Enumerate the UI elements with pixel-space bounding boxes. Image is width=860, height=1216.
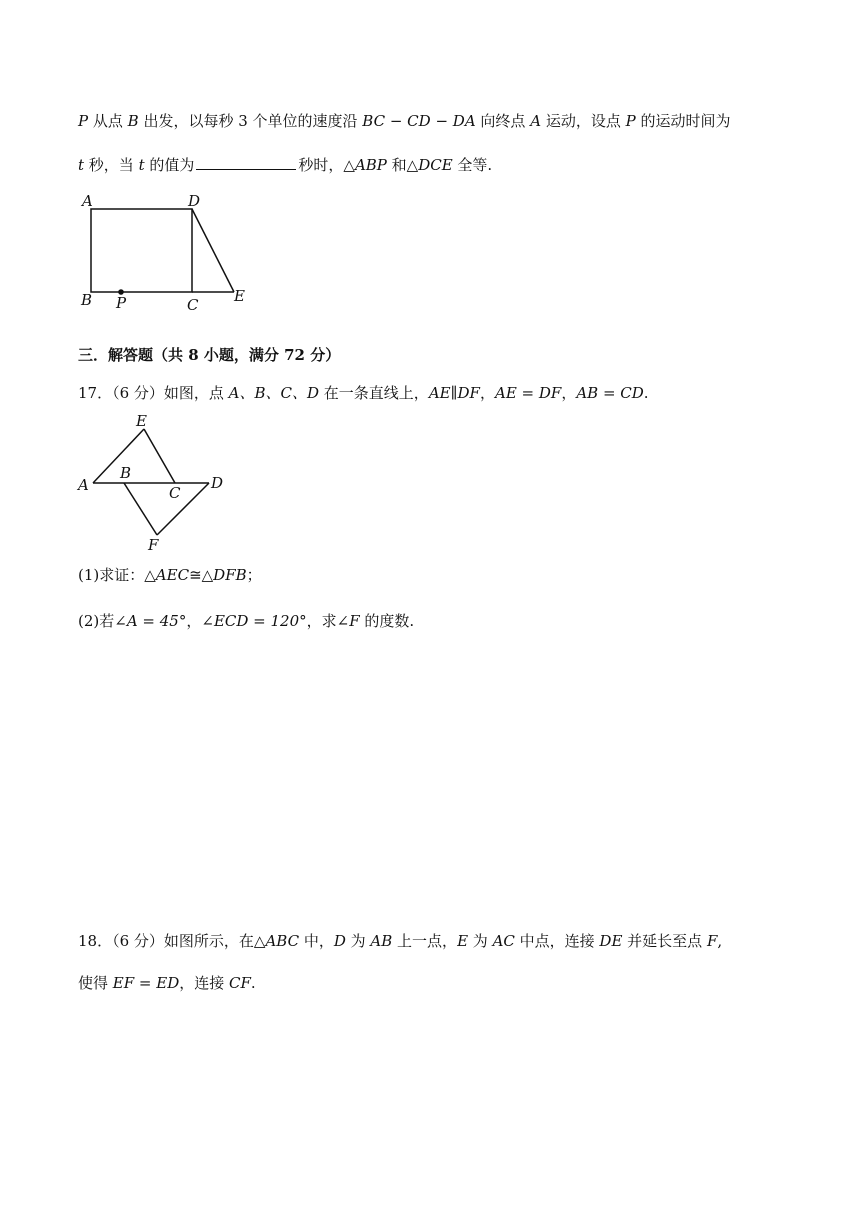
text: 17．（6 分）如图，点: [78, 384, 229, 402]
label-a: A: [78, 476, 89, 494]
math-de: DE: [599, 932, 623, 950]
math-path: BC − CD − DA: [362, 112, 476, 130]
text: 运动，设点: [541, 112, 626, 130]
text: 并延长至点: [622, 932, 707, 950]
math-ac: AC: [492, 932, 515, 950]
text: .: [643, 384, 649, 402]
text: ，连接: [179, 974, 230, 992]
segment-bf: [124, 483, 157, 535]
section-heading: 三．解答题（共 8 小题，满分 72 分）: [78, 346, 341, 364]
text: 的度数.: [359, 612, 415, 630]
label-e: E: [234, 287, 245, 305]
label-d: D: [211, 474, 224, 492]
text: 18．（6 分）如图所示，在△: [78, 932, 266, 950]
q17-part-2: [78, 610, 414, 632]
q18-line-1: [78, 930, 722, 952]
math-condition: AB = CD: [576, 384, 644, 402]
math-condition: AE∥DF: [428, 384, 480, 402]
label-f: F: [148, 536, 159, 554]
math-condition: AE = DF: [494, 384, 562, 402]
text: ；: [246, 566, 262, 584]
rectangle-abcd: [91, 209, 192, 292]
math-dce: DCE: [418, 156, 453, 174]
label-e: E: [136, 412, 147, 430]
q17-part-1: [78, 564, 262, 586]
math-t: t: [138, 156, 145, 174]
text: 为: [468, 932, 493, 950]
math-t: t: [78, 156, 85, 174]
math-p: P: [78, 112, 89, 130]
text: ，∠: [186, 612, 214, 630]
text: 使得: [78, 974, 113, 992]
text: 中，: [299, 932, 334, 950]
text: 在一条直线上，: [319, 384, 429, 402]
label-b: B: [120, 464, 132, 482]
text: 的值为: [144, 156, 195, 174]
math-cf: CF: [229, 974, 251, 992]
label-a: A: [82, 192, 93, 210]
text: 秒，当: [84, 156, 139, 174]
label-c: C: [187, 296, 199, 314]
text: 秒时，△: [298, 156, 355, 174]
math-b: B: [127, 112, 139, 130]
text: .: [250, 974, 256, 992]
answer-blank[interactable]: [196, 155, 296, 170]
math-angle-a: A = 45°: [126, 612, 187, 630]
label-c: C: [169, 484, 181, 502]
text: 出发，以每秒 3 个单位的速度沿: [138, 112, 363, 130]
math-e: E: [457, 932, 469, 950]
math-abc: ABC: [265, 932, 300, 950]
q17-figure: [78, 410, 238, 560]
label-b: B: [81, 291, 93, 309]
text: (2)若∠: [78, 612, 127, 630]
label-d: D: [188, 192, 201, 210]
q16-line-1: [78, 110, 730, 132]
math-p: P: [625, 112, 636, 130]
text: 为: [345, 932, 371, 950]
math-abp: ABP: [354, 156, 387, 174]
math-a: A: [530, 112, 542, 130]
math-angle-ecd: ECD = 120°: [213, 612, 307, 630]
text: ，: [561, 384, 577, 402]
text: 的运动时间为: [635, 112, 731, 130]
text: ，: [479, 384, 495, 402]
text: (1)求证：△: [78, 566, 156, 584]
segment-de: [192, 209, 234, 292]
text: 向终点: [475, 112, 531, 130]
text: 和△: [386, 156, 419, 174]
math-ef-ed: EF = ED: [112, 974, 180, 992]
math-aec: AEC: [155, 566, 190, 584]
text: 从点: [88, 112, 128, 130]
text: 全等.: [452, 156, 493, 174]
q16-line-2: [78, 154, 492, 176]
q16-figure: [78, 190, 258, 320]
math-f: F: [706, 932, 718, 950]
q18-line-2: [78, 972, 256, 994]
math-ab: AB: [370, 932, 393, 950]
text: ,: [717, 932, 723, 950]
text: ，求∠: [306, 612, 350, 630]
segment-ae: [93, 429, 144, 483]
q17-intro: [78, 382, 649, 404]
math-f: F: [349, 612, 360, 630]
segment-fd: [157, 483, 209, 535]
text: ≅△: [189, 566, 214, 584]
label-p: P: [116, 294, 127, 312]
text: 中点，连接: [514, 932, 600, 950]
segment-ec: [144, 429, 175, 483]
math-points: A、B、C、D: [228, 384, 320, 402]
math-dfb: DFB: [213, 566, 247, 584]
math-d: D: [333, 932, 346, 950]
text: 上一点，: [392, 932, 458, 950]
